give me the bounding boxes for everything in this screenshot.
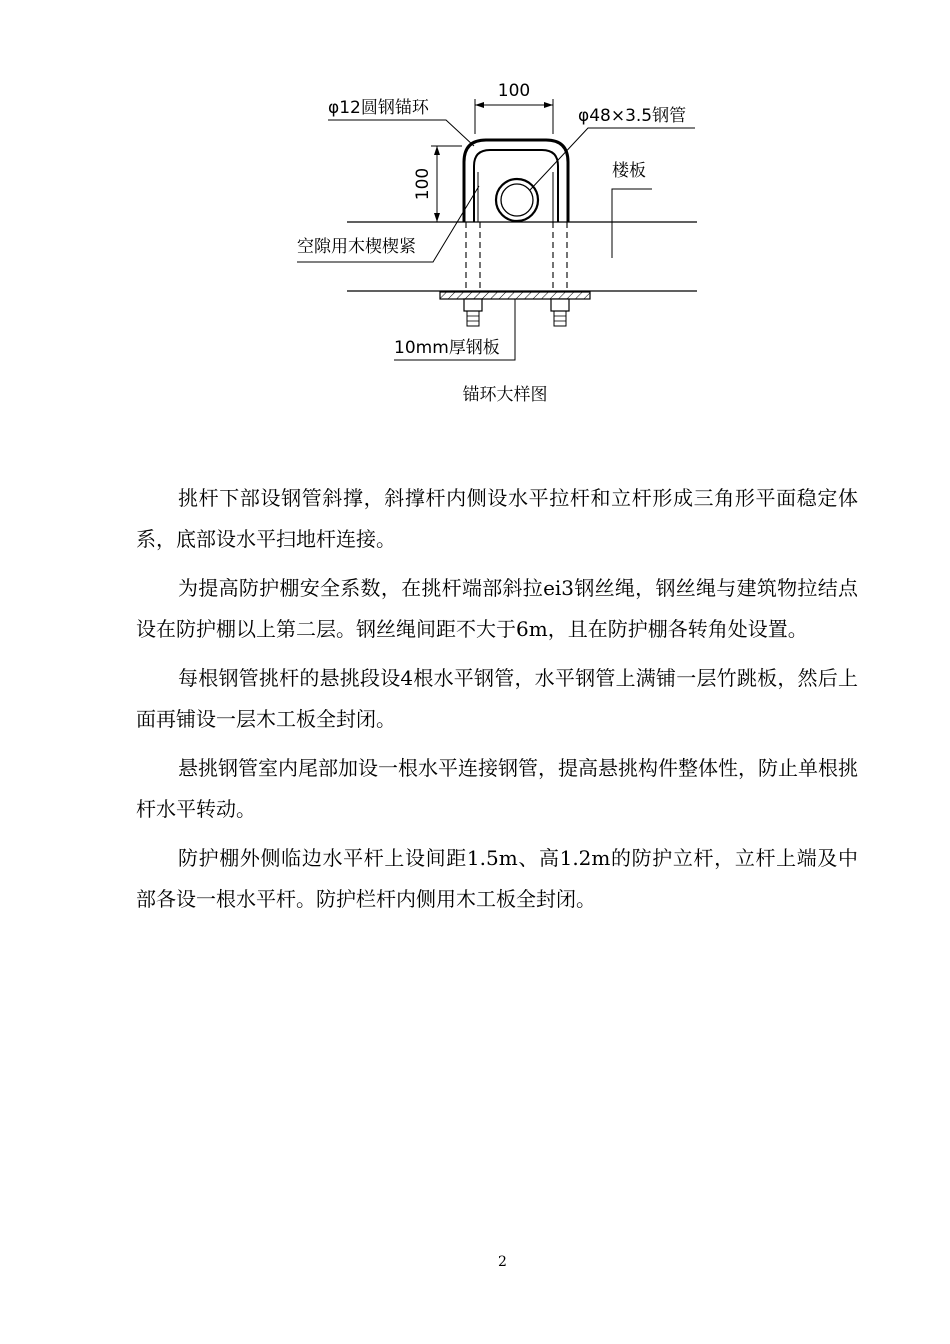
floor-slab-label: 楼板 [612,161,646,181]
dim-height-label: 100 [413,167,433,201]
steel-plate-label: 10mm厚钢板 [394,338,500,358]
steel-pipe-label: φ48×3.5钢管 [578,106,687,126]
paragraph: 悬挑钢管室内尾部加设一根水平连接钢管，提高悬挑构件整体性，防止单根挑杆水平转动。 [136,756,858,821]
paragraph: 防护棚外侧临边水平杆上设间距1.5m、高1.2m的防护立杆，立杆上端及中部各设一根水平杆。防护栏杆内侧用木工板全封闭。 [136,846,858,911]
figure-caption: 锚环大样图 [462,385,548,405]
right-nut [551,299,569,311]
steel-pipe-inner [501,184,533,216]
paragraph: 为提高防护棚安全系数，在挑杆端部斜拉ei3钢丝绳，钢丝绳与建筑物拉结点设在防护棚以上第二层。钢丝绳间距不大于6m，且在防护棚各转角处设置。 [136,576,858,641]
steel-plate [440,292,590,299]
steel-pipe-outer [496,179,538,221]
dim-width-label: 100 [497,81,531,101]
anchor-ring-label: φ12圆钢锚环 [328,98,429,118]
anchor-ring-detail-drawing [0,0,950,420]
left-nut [464,299,482,311]
body-text [136,478,858,928]
anchor-ring-inner [474,150,558,222]
page-number: 2 [498,1254,507,1270]
paragraph: 每根钢管挑杆的悬挑段设4根水平钢管，水平钢管上满铺一层竹跳板，然后上面再铺设一层木工板全封闭。 [136,666,858,731]
wood-wedge-label: 空隙用木楔楔紧 [297,237,416,257]
paragraph: 挑杆下部设钢管斜撑，斜撑杆内侧设水平拉杆和立杆形成三角形平面稳定体系，底部设水平扫地杆连接。 [136,486,858,551]
